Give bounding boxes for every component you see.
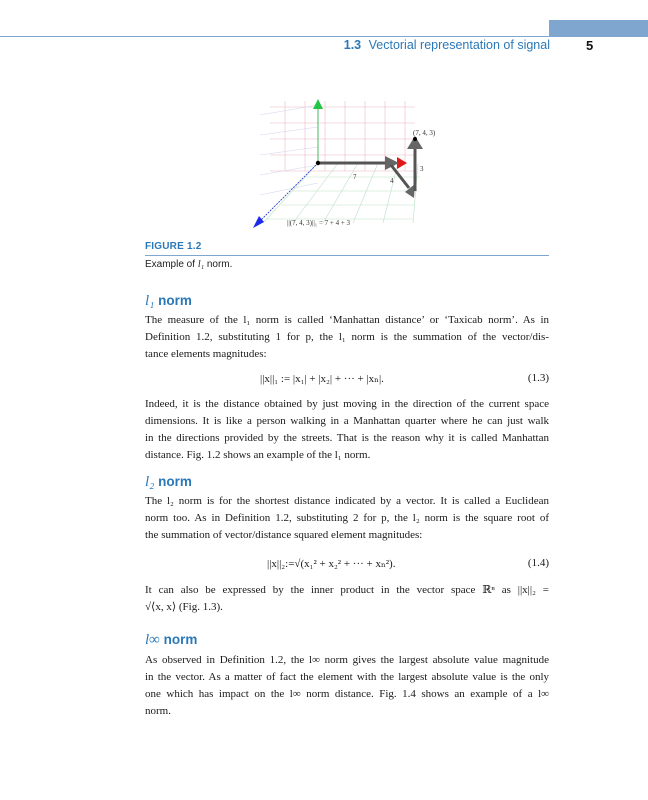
running-head	[344, 38, 550, 52]
heading-linf-norm: l∞ norm	[145, 632, 198, 648]
norm-label: ||(7, 4, 3)||₁ = 7 + 4 + 3	[287, 219, 351, 227]
header-accent-block	[549, 20, 648, 37]
figure-caption: Example of l₁ norm.	[145, 259, 233, 270]
y-axis-arrow-icon	[313, 99, 323, 109]
figure-l1-norm	[245, 95, 455, 235]
section-number: 1.3	[343, 38, 362, 52]
origin-point	[316, 161, 320, 165]
equation-1-3-body: ||x||₁ := |x₁| + |x₂| + ··· + |xₙ|.	[260, 373, 384, 385]
heading-l1-norm: l₁ norm	[145, 293, 192, 309]
page-number: 5	[586, 38, 594, 53]
seg-z-label: 4	[390, 177, 394, 185]
paragraph-l2-intro: The l₂ norm is for the shortest distance indicated by a vector. It is called a Euclidean norm too. As in Definition 1.2, substituting 2 for p, the l₂ norm is the square root of the summation of vector/distance squared element magnitudes:	[145, 495, 549, 541]
grid-side	[260, 105, 318, 195]
header-rule	[0, 36, 648, 37]
segment-z	[391, 165, 409, 188]
target-point	[413, 137, 417, 141]
figure-rule	[145, 255, 549, 256]
seg-y-label: 3	[420, 165, 424, 173]
figure-label: FIGURE 1.2	[145, 241, 202, 252]
heading-l2-norm: l₂ norm	[145, 474, 192, 490]
seg-x-label: 7	[353, 173, 357, 181]
equation-1-4-body: ||x||₂:=√(x₁² + x₂² + ··· + xₙ²).	[267, 558, 396, 570]
paragraph-l2-after: It can also be expressed by the inner product in the vector space ℝⁿ as ||x||₂ = √⟨x, x⟩ (Fig. 1.3).	[145, 584, 549, 613]
paragraph-linf-intro: As observed in Definition 1.2, the l∞ norm gives the largest absolute value magnitude in the vector. As a matter of fact the element with the largest absolute value is the only one which has impact on the l∞ norm distance. Fig. 1.4 shows an example of a l∞ norm.	[145, 654, 549, 717]
point-label: (7, 4, 3)	[413, 129, 436, 137]
equation-1-4-tag: (1.4)	[527, 557, 549, 569]
section-title: Vectorial representation of signal	[368, 38, 550, 52]
paragraph-l1-intro: The measure of the l₁ norm is called ‘Manhattan distance’ or ‘Taxicab norm’. As in Definition 1.2, substituting 1 for p, the l₁ norm is the summation of the vector/dis- tance elements magnitudes:	[145, 314, 549, 360]
equation-1-3-tag: (1.3)	[527, 372, 549, 384]
z-axis-arrow-icon	[253, 216, 264, 228]
z-axis	[260, 163, 318, 221]
paragraph-l1-after: Indeed, it is the distance obtained by just moving in the direction of the current space dimensions. It is like a person walking in a Manhattan quarter where he can just walk in the directions provided by the streets. That is the reason why it is called Manhattan distance. Fig. 1.2 shows an example of the l₁ norm.	[145, 398, 549, 461]
